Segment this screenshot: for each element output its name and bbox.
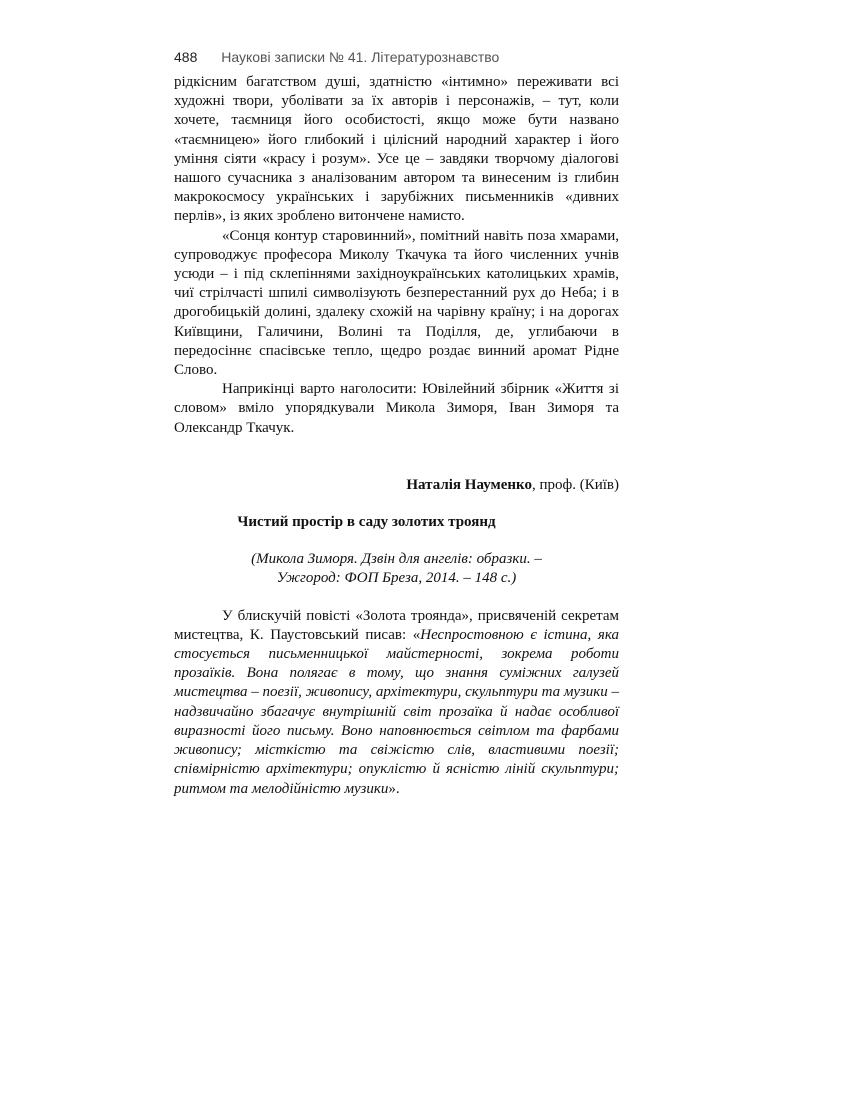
quote-closing: ».: [388, 780, 400, 797]
page-number: 488: [174, 49, 198, 65]
review-title: Чистий простір в саду золотих троянд: [237, 514, 496, 531]
review-body: [174, 607, 619, 799]
source-line-1: (Микола Зиморя. Дзвін для ангелів: образки. –: [251, 551, 542, 568]
review-source: [174, 550, 619, 588]
author-affiliation: , проф. (Київ): [531, 476, 619, 493]
review-intro: У блискучій повісті «Золота троянда», присвяченій секретам мистецтва, К. Паустовський писав: «: [174, 607, 619, 643]
running-title: Наукові записки № 41. Літературознавство: [221, 49, 500, 65]
paustovsky-quote: Неспростовною є істина, яка стосується письменницької майстерності, зокрема роботи прозаїків. Вона полягає в тому, що знання суміжних галузей мистецтва – поезії, живопису, архітектури, скульптури та музики – надзвичайно збагачує внутрішній світ прозаїка й надає особливої виразності його письму. Воно наповнюється світлом та фарбами живопису; місткістю та свіжістю слів, властивими поезії; співмірністю архітектури; опуклістю й ясністю ліній скульптури; ритмом та мелодійністю музики: [174, 626, 620, 797]
text-column: [174, 73, 619, 799]
paragraph-continuation: рідкісним багатством душі, здатністю «інтимно» переживати всі художні твори, уболівати за їх авторів і персонажів, – тут, коли хочете, таємниця його особистості, якщо може бути названо «таємницею» його глибокий і цілісний народний характер і його уміння сіяти «красу і розум». Усе це – завдяки творчому діалогові нашого сучасника з аналізованим автором та винесеним із глибин макрокосмосу українських і зарубіжних письменників «дивних перлів», із яких зроблено витончене намисто.: [174, 74, 619, 225]
paragraph-conclusion: Наприкінці варто наголосити: Ювілейний збірник «Життя зі словом» вміло упорядкували Микола Зиморя, Іван Зиморя та Олександр Ткачук.: [174, 381, 619, 436]
source-line-2: Ужгород: ФОП Бреза, 2014. – 148 с.): [276, 570, 517, 587]
running-header: [174, 49, 634, 65]
author-signature: [174, 476, 619, 495]
paragraph-sun-contour: «Сонця контур старовинний», помітний навіть поза хмарами, супроводжує професора Миколу Ткачука та його численних учнів усюди – і під склепіннями західноукраїнських католицьких храмів, чиї стрілчасті шпилі символізують безперестанний рух до Неба; і в дрогобицькій долині, здалеку схожій на чарівну країну; і на дорогах Київщини, Галичини, Волині та Поділля, де, углибаючи в передосіннє спасівське тепло, щедро роздає винний аромат Рідне Слово.: [174, 227, 619, 379]
author-name: Наталія Науменко: [406, 476, 532, 493]
